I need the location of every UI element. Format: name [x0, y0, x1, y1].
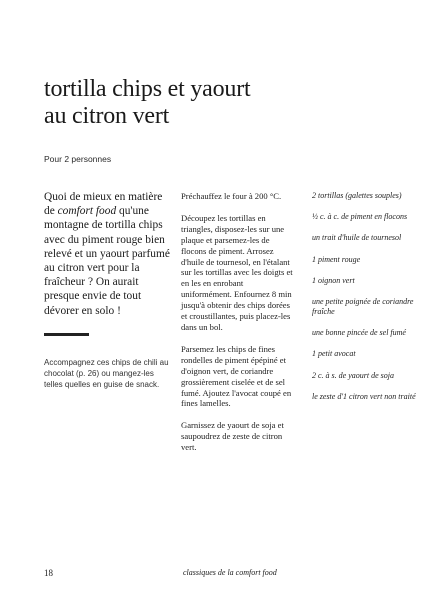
ingredient-item: une bonne pincée de sel fumé [312, 328, 406, 338]
ingredient-list [312, 191, 432, 413]
intro-paragraph [44, 190, 174, 318]
step-4: Garnissez de yaourt de soja et saupoudrez de zeste de citron vert. [181, 420, 284, 453]
ingredient-item: 2 c. à s. de yaourt de soja [312, 370, 394, 380]
page-number: 18 [44, 568, 53, 578]
running-footer: classiques de la comfort food [183, 568, 277, 577]
step-1: Préchauffez le four à 200 °C. [181, 191, 282, 201]
recipe-steps [181, 191, 293, 464]
ingredient-item: une petite poignée de coriandre fraîche [312, 296, 414, 316]
title-line-2: au citron vert [44, 103, 170, 129]
recipe-title [44, 76, 404, 130]
ingredient-item: 1 oignon vert [312, 275, 355, 285]
servings-text: Pour 2 personnes [44, 154, 112, 164]
ingredient-item: 2 tortillas (galettes souples) [312, 191, 402, 200]
ingredient-item: ½ c. à c. de piment en flocons [312, 212, 408, 222]
title-line-1: tortilla chips et yaourt [44, 76, 251, 102]
ingredient-item: un trait d'huile de tournesol [312, 233, 402, 243]
intro-text-start: Quoi de mieux en matière de [44, 191, 163, 218]
ingredient-item: 1 petit avocat [312, 349, 356, 359]
intro-emphasis: comfort food [57, 205, 117, 218]
step-3: Parsemez les chips de fines rondelles de piment épépiné et d'oignon vert, de coriandre grossièrement ciselée et de sel fumé. Ajoutez l'avocat coupé en fines lamelles. [181, 343, 292, 409]
intro-text-end: qu'une montagne de tortilla chips avec du piment rouge bien relevé et un yaourt parfumé au citron vert pour la fraîcheur ? On aurait presque envie de tout dévorer en solo ! [44, 205, 170, 317]
serving-suggestion: Accompagnez ces chips de chili au chocolat (p. 26) ou mangez-les telles quelles en guise de snack. [44, 358, 169, 389]
ingredient-item: 1 piment rouge [312, 254, 361, 264]
step-2: Découpez les tortillas en triangles, disposez-les sur une plaque et parsemez-les de flocons de piment. Arrosez d'huile de tournesol, en l'étalant sur les tortillas avec les doigts et en les en enrobant uniformément. Enfournez 8 min jusqu'à obtenir des chips dorées et croustillantes, puis placez-les dans un bol. [181, 212, 293, 332]
ingredient-item: le zeste d'1 citron vert non traité [312, 391, 416, 401]
section-divider [44, 333, 89, 336]
